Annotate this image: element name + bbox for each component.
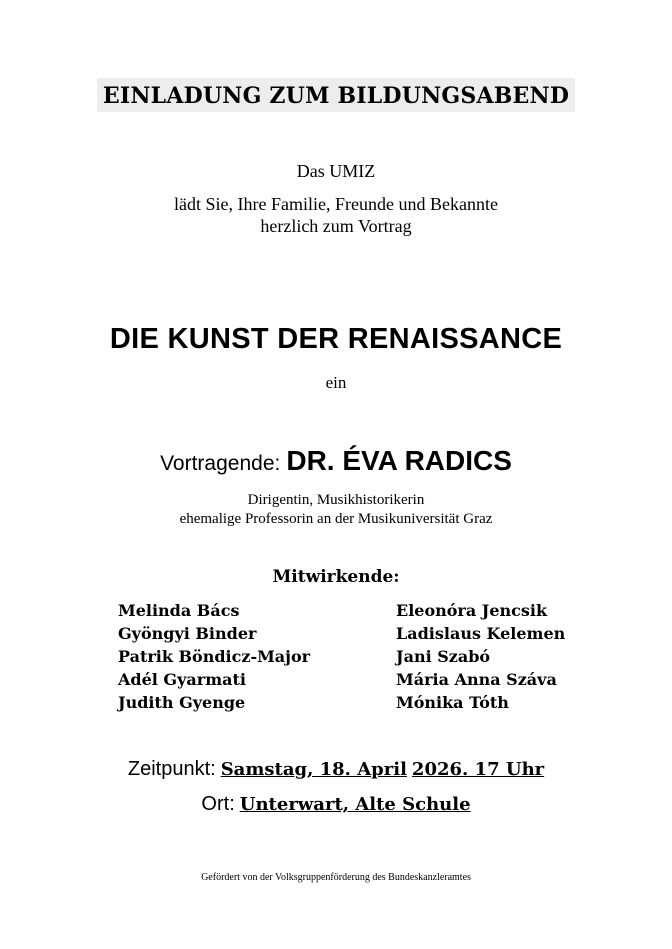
- event-place: [0, 793, 672, 816]
- speaker-roles: [0, 491, 672, 529]
- speaker-name: DR. ÉVA RADICS: [286, 445, 512, 476]
- participant-name: Mária Anna Száva: [396, 670, 557, 689]
- speaker-role-2: ehemalige Professorin an der Musikuniversität Graz: [179, 511, 493, 527]
- participant-name: Judith Gyenge: [118, 693, 246, 712]
- intro-text: [0, 160, 672, 237]
- participants-right-column: [396, 599, 565, 714]
- participant-name: Patrik Böndicz-Major: [118, 647, 311, 666]
- participant-name: Jani Szabó: [396, 647, 491, 666]
- place-value: Unterwart, Alte Schule: [239, 794, 471, 815]
- lecture-connector: ein: [325, 373, 347, 392]
- lecture-title: DIE KUNST DER RENAISSANCE: [109, 323, 563, 355]
- event-date: Samstag, 18. April: [220, 759, 407, 780]
- footer-note: Gefördert von der Volksgruppenförderung des Bundeskanzleramtes: [201, 872, 471, 883]
- banner-title: EINLADUNG ZUM BILDUNGSABEND: [97, 78, 575, 112]
- participant-name: Adél Gyarmati: [118, 670, 246, 689]
- banner: [0, 78, 672, 112]
- time-label: Zeitpunkt:: [127, 758, 216, 780]
- participant-name: Melinda Bács: [118, 601, 240, 620]
- intro-line-1: Das UMIZ: [296, 161, 376, 181]
- intro-line-2: lädt Sie, Ihre Familie, Freunde und Bekannte: [174, 194, 498, 214]
- speaker-role-1: Dirigentin, Musikhistorikerin: [247, 492, 425, 508]
- event-hour: 2026. 17 Uhr: [411, 759, 545, 780]
- participant-name: Gyöngyi Binder: [118, 624, 257, 643]
- participant-name: Eleonóra Jencsik: [396, 601, 548, 620]
- participants-heading: Mitwirkende:: [272, 567, 400, 587]
- participant-name: Ladislaus Kelemen: [396, 624, 566, 643]
- speaker-label: Vortragende:: [160, 452, 281, 475]
- place-label: Ort:: [201, 793, 235, 815]
- intro-line-3: herzlich zum Vortrag: [260, 216, 412, 236]
- participant-name: Mónika Tóth: [396, 693, 509, 712]
- participants-left-column: [118, 599, 310, 714]
- event-time: [0, 758, 672, 781]
- speaker: [0, 445, 672, 477]
